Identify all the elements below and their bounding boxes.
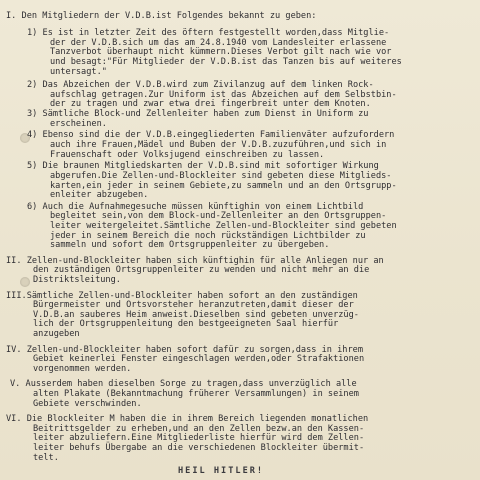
doc-line: 5) Die braunen Mitgliedskarten der V.D.B.sind mit sofortiger Wirkung: [27, 161, 379, 172]
doc-line: 4) Ebenso sind die der V.D.B.eingegliederten Familienväter aufzufordern: [27, 130, 395, 141]
doc-line: Distriktsleitung.: [33, 275, 121, 285]
doc-line: und besagt:"Für Mitglieder der V.D.B.ist das Tanzen bis auf weiteres: [50, 56, 402, 67]
doc-line: 1) Es ist in letzter Zeit des öftern festgestellt worden,dass Mitglie-: [27, 28, 390, 38]
doc-line: IV. Zellen-und-Blockleiter haben sofort dafür zu sorgen,dass in ihrem: [6, 344, 363, 355]
doc-line: Beitrittsgelder zu erheben,und an den Zellen bezw.an den Kassen-: [33, 423, 365, 434]
doc-line: V. Ausserdem haben dieselben Sorge zu tragen,dass unverzüglich alle: [10, 379, 357, 390]
punch-hole-bottom: [20, 277, 30, 287]
doc-line: Gebiet keinerlei Fenster eingeschlagen werden,oder Strafaktionen: [33, 354, 365, 365]
doc-line: abgerufen.Die Zellen-und-Blockleiter sind gebeten diese Mitglieds-: [50, 170, 392, 181]
doc-line: der der V.D.B.sich um das am 24.8.1940 vom Landesleiter erlassene: [50, 37, 387, 48]
doc-line: Bürgermeister und Ortsvorsteher heranzutreten,damit dieser der: [33, 300, 354, 311]
doc-line: leiter behufs Übergabe an die verschiedenen Blockleiter übermit-: [33, 442, 365, 453]
doc-line: jeder in seinem Bereich die noch rückständigen Lichtbilder zu: [50, 230, 366, 241]
doc-line: alten Plakate (Bekanntmachung früherer Versammlungen) in seinem: [33, 388, 359, 399]
doc-line: begleitet sein,von dem Block-und-Zellenleiter an den Ortsgruppen-: [50, 211, 387, 222]
doc-line: anzugeben: [33, 329, 80, 340]
doc-line: untersagt.": [50, 66, 107, 77]
doc-line: lich der Ortsgruppenleitung den bestgeeigneten Saal hierfür: [33, 319, 339, 330]
doc-line: vorgenommen werden.: [33, 363, 132, 374]
doc-line: karten,ein jeder in seinem Gebiete,zu sammeln und an den Ortsgrupp-: [50, 180, 397, 191]
doc-line: sammeln und sofort dem Ortsgruppenleiter zu übergeben.: [50, 240, 330, 251]
doc-line: aufschlag getragen.Zur Uniform ist das Abzeichen auf dem Selbstbin-: [50, 89, 397, 100]
doc-line: enleiter abzugeben.: [50, 190, 149, 201]
doc-line: Gebiete verschwinden.: [33, 398, 142, 409]
doc-line: erscheinen.: [50, 118, 107, 129]
doc-line: den zuständigen Ortsgruppenleiter zu wenden und nicht mehr an die: [33, 265, 370, 276]
doc-line: leiter weitergeleitet.Sämtliche Zellen-und-Blockleiter sind gebeten: [50, 221, 397, 231]
doc-line: 3) Sämtliche Block-und Zellenleiter haben zum Dienst in Uniform zu: [27, 109, 369, 119]
doc-line: Tanzverbot überhaupt nicht kümmern.Dieses Verbot gilt nach wie vor: [50, 47, 392, 58]
doc-line: VI. Die Blockleiter M haben die in ihrem Bereich liegenden monatlichen: [6, 414, 369, 424]
doc-line: telt.: [33, 452, 59, 463]
doc-line: 6) Auch die Aufnahmegesuche müssen künftighin von einem Lichtbild: [27, 201, 364, 212]
doc-line: leiter abzuliefern.Eine Mitgliederliste hierfür wird dem Zellen-: [33, 433, 365, 444]
doc-line: II. Zellen-und-Blockleiter haben sich künftighin für alle Anliegen nur an: [6, 255, 384, 266]
doc-line: Frauenschaft oder Volksjugend einschreiben zu lassen.: [50, 149, 325, 160]
doc-line: auch ihre Frauen,Mädel und Buben der V.D.B.zuzuführen,und sich in: [50, 139, 387, 150]
closing-salute: HEIL HITLER!: [178, 466, 265, 476]
doc-line: der zu tragen und zwar etwa drei fingerbreit unter dem Knoten.: [50, 99, 371, 110]
doc-line: 2) Das Abzeichen der V.D.B.wird zum Zivilanzug auf dem linken Rock-: [27, 80, 374, 91]
doc-line: V.D.B.an sauberes Heim anweist.Dieselben sind gebeten unverzüg-: [33, 309, 359, 320]
doc-line: III.Sämtliche Zellen-und-Blockleiter haben sofort an den zuständigen: [6, 290, 358, 301]
doc-line: I. Den Mitgliedern der V.D.B.ist Folgendes bekannt zu geben:: [6, 10, 317, 21]
